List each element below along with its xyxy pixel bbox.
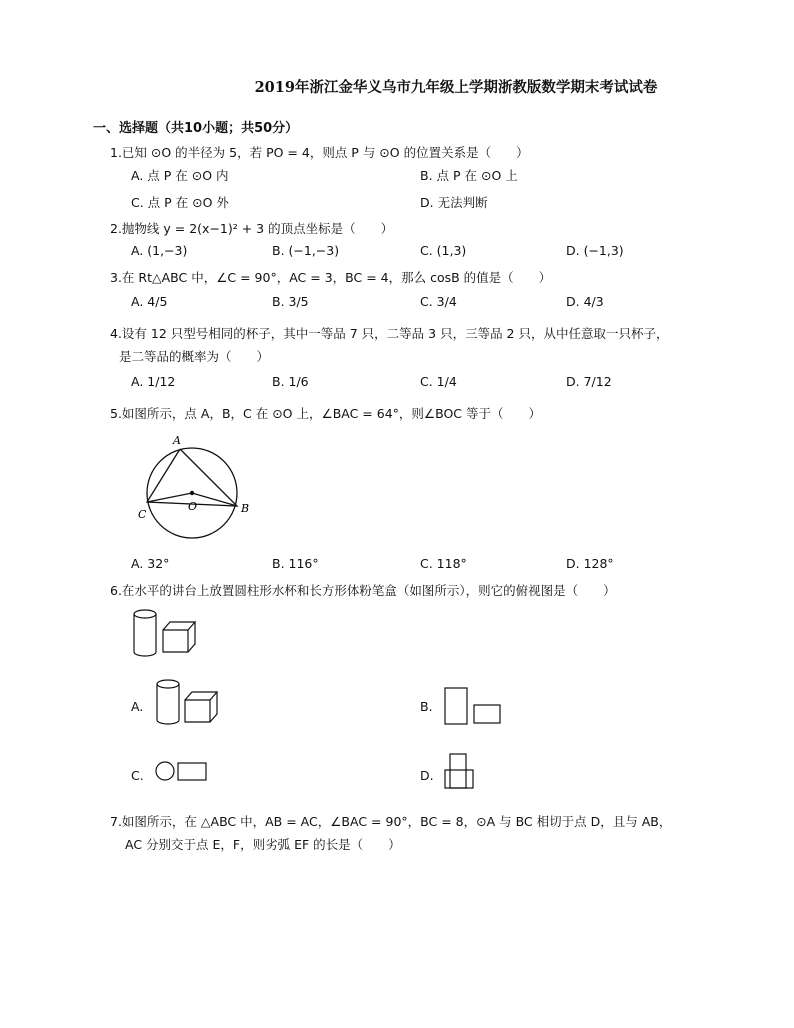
q5-option-a[interactable]: A. 32° [131, 556, 170, 571]
label-a: A [173, 434, 181, 447]
q3-option-a[interactable]: A. 4/5 [131, 294, 168, 309]
q2-option-c[interactable]: C. (1,3) [420, 243, 467, 258]
q5-option-c[interactable]: C. 118° [420, 556, 467, 571]
question-4-stem-line1: 4.设有 12 只型号相同的杯子，其中一等品 7 只，二等品 3 只，三等品 2 只，从中任意取一只杯子， [110, 326, 669, 341]
question-7-stem-line2: AC 分别交于点 E，F，则劣弧 EF 的长是（ ） [125, 837, 401, 852]
question-2-stem: 2.抛物线 y = 2(x−1)² + 3 的顶点坐标是（ ） [110, 221, 394, 236]
q6-option-a-figure [154, 678, 229, 726]
question-1-stem: 1.已知 ⊙O 的半径为 5，若 PO = 4，则点 P 与 ⊙O 的位置关系是（ ） [110, 145, 529, 160]
q4-option-a[interactable]: A. 1/12 [131, 374, 176, 389]
q5-option-b[interactable]: B. 116° [272, 556, 319, 571]
q1-option-a[interactable]: A. 点 P 在 ⊙O 内 [131, 168, 229, 183]
question-3-stem: 3.在 Rt△ABC 中，∠C = 90°，AC = 3，BC = 4，那么 cosB 的值是（ ） [110, 270, 552, 285]
q3-option-b[interactable]: B. 3/5 [272, 294, 309, 309]
q2-option-d[interactable]: D. (−1,3) [566, 243, 624, 258]
q2-option-b[interactable]: B. (−1,−3) [272, 243, 340, 258]
q5-option-d[interactable]: D. 128° [566, 556, 614, 571]
q3-option-d[interactable]: D. 4/3 [566, 294, 604, 309]
q1-option-c[interactable]: C. 点 P 在 ⊙O 外 [131, 195, 229, 210]
q6-option-d-figure [443, 752, 479, 792]
page-title: 2019年浙江金华义乌市九年级上学期浙教版数学期末考试试卷 [254, 79, 658, 96]
q4-option-c[interactable]: C. 1/4 [420, 374, 457, 389]
q3-option-c[interactable]: C. 3/4 [420, 294, 457, 309]
q6-option-a[interactable]: A. [131, 699, 144, 714]
question-4-stem-line2: 是二等品的概率为（ ） [119, 349, 270, 364]
question-5-stem: 5.如图所示，点 A，B，C 在 ⊙O 上，∠BAC = 64°，则∠BOC 等于（ ） [110, 406, 542, 421]
q2-option-a[interactable]: A. (1,−3) [131, 243, 188, 258]
q6-option-b[interactable]: B. [420, 699, 433, 714]
label-c: C [138, 508, 147, 521]
center-point-o [190, 491, 194, 495]
q6-option-b-figure [443, 686, 505, 728]
q6-option-c-figure [154, 760, 210, 784]
q1-option-d[interactable]: D. 无法判断 [420, 195, 488, 210]
section-heading: 一、选择题（共10小题；共50分） [93, 121, 299, 136]
triangle-abc [147, 449, 237, 506]
q1-option-b[interactable]: B. 点 P 在 ⊙O 上 [420, 168, 518, 183]
q6-main-figure [130, 608, 210, 660]
q5-circle-figure [130, 430, 250, 530]
q6-option-d[interactable]: D. [420, 768, 434, 783]
question-7-stem-line1: 7.如图所示，在 △ABC 中，AB = AC，∠BAC = 90°，BC = 8，⊙A 与 BC 相切于点 D，且与 AB， [110, 814, 672, 829]
q4-option-b[interactable]: B. 1/6 [272, 374, 309, 389]
question-6-stem: 6.在水平的讲台上放置圆柱形水杯和长方形体粉笔盒（如图所示），则它的俯视图是（ ） [110, 583, 616, 598]
q4-option-d[interactable]: D. 7/12 [566, 374, 612, 389]
label-o: O [188, 500, 198, 513]
label-b: B [241, 502, 250, 515]
q6-option-c[interactable]: C. [131, 768, 144, 783]
